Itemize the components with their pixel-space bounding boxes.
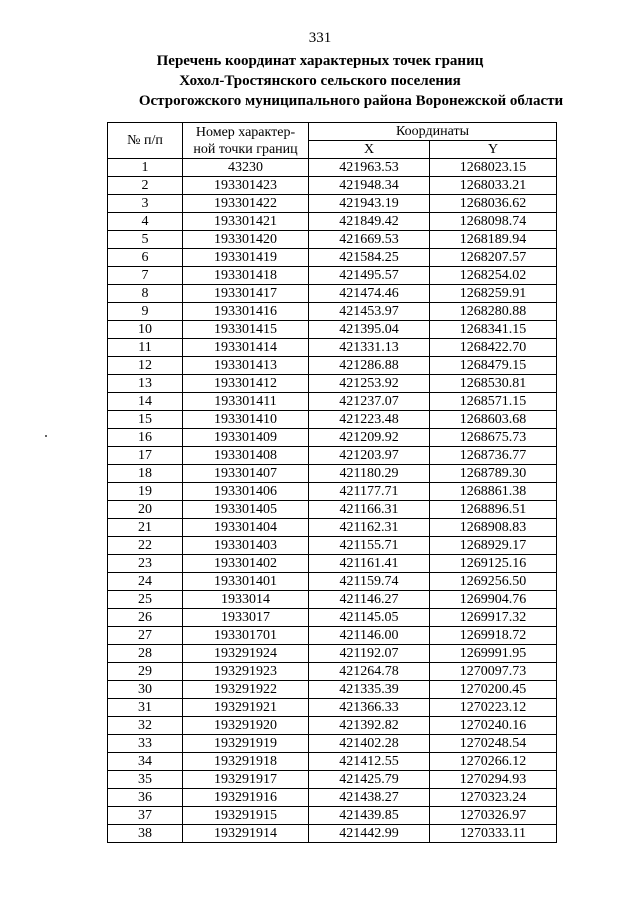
cell-point-id: 193301406 bbox=[183, 483, 309, 501]
cell-y: 1269256.50 bbox=[430, 573, 557, 591]
cell-y: 1268189.94 bbox=[430, 231, 557, 249]
cell-num: 13 bbox=[108, 375, 183, 393]
table-row bbox=[108, 591, 557, 609]
table-body bbox=[108, 159, 557, 843]
cell-x: 421159.74 bbox=[309, 573, 430, 591]
header-num: № п/п bbox=[108, 123, 183, 159]
cell-num: 14 bbox=[108, 393, 183, 411]
cell-y: 1268675.73 bbox=[430, 429, 557, 447]
cell-num: 6 bbox=[108, 249, 183, 267]
cell-x: 421253.92 bbox=[309, 375, 430, 393]
table-row bbox=[108, 447, 557, 465]
cell-point-id: 193291914 bbox=[183, 825, 309, 843]
cell-x: 421146.27 bbox=[309, 591, 430, 609]
cell-x: 421155.71 bbox=[309, 537, 430, 555]
cell-num: 27 bbox=[108, 627, 183, 645]
header-point bbox=[183, 123, 309, 159]
cell-point-id: 193301417 bbox=[183, 285, 309, 303]
table-row bbox=[108, 465, 557, 483]
cell-num: 30 bbox=[108, 681, 183, 699]
cell-y: 1270294.93 bbox=[430, 771, 557, 789]
cell-point-id: 193291919 bbox=[183, 735, 309, 753]
header-point-line-1: Номер характер- bbox=[195, 124, 296, 140]
cell-x: 421439.85 bbox=[309, 807, 430, 825]
cell-num: 21 bbox=[108, 519, 183, 537]
cell-y: 1268571.15 bbox=[430, 393, 557, 411]
cell-point-id: 193301423 bbox=[183, 177, 309, 195]
cell-y: 1270223.12 bbox=[430, 699, 557, 717]
cell-num: 9 bbox=[108, 303, 183, 321]
cell-y: 1268479.15 bbox=[430, 357, 557, 375]
cell-y: 1268908.83 bbox=[430, 519, 557, 537]
cell-point-id: 193301418 bbox=[183, 267, 309, 285]
cell-num: 35 bbox=[108, 771, 183, 789]
cell-point-id: 193301402 bbox=[183, 555, 309, 573]
cell-x: 421943.19 bbox=[309, 195, 430, 213]
cell-point-id: 193301421 bbox=[183, 213, 309, 231]
cell-y: 1268341.15 bbox=[430, 321, 557, 339]
cell-x: 421264.78 bbox=[309, 663, 430, 681]
cell-x: 421948.34 bbox=[309, 177, 430, 195]
cell-point-id: 193301403 bbox=[183, 537, 309, 555]
cell-y: 1268033.21 bbox=[430, 177, 557, 195]
table-row bbox=[108, 195, 557, 213]
cell-x: 421162.31 bbox=[309, 519, 430, 537]
table-row bbox=[108, 483, 557, 501]
table-row bbox=[108, 177, 557, 195]
cell-x: 421237.07 bbox=[309, 393, 430, 411]
cell-y: 1270248.54 bbox=[430, 735, 557, 753]
cell-y: 1268603.68 bbox=[430, 411, 557, 429]
table-row bbox=[108, 267, 557, 285]
cell-num: 3 bbox=[108, 195, 183, 213]
cell-point-id: 193291921 bbox=[183, 699, 309, 717]
cell-y: 1268736.77 bbox=[430, 447, 557, 465]
cell-num: 28 bbox=[108, 645, 183, 663]
cell-point-id: 193301408 bbox=[183, 447, 309, 465]
table-row bbox=[108, 699, 557, 717]
cell-x: 421209.92 bbox=[309, 429, 430, 447]
cell-num: 37 bbox=[108, 807, 183, 825]
table-row bbox=[108, 645, 557, 663]
cell-num: 16 bbox=[108, 429, 183, 447]
cell-x: 421402.28 bbox=[309, 735, 430, 753]
cell-x: 421161.41 bbox=[309, 555, 430, 573]
cell-point-id: 193291917 bbox=[183, 771, 309, 789]
cell-point-id: 193301404 bbox=[183, 519, 309, 537]
cell-num: 12 bbox=[108, 357, 183, 375]
cell-point-id: 193301412 bbox=[183, 375, 309, 393]
cell-x: 421166.31 bbox=[309, 501, 430, 519]
cell-x: 421223.48 bbox=[309, 411, 430, 429]
cell-y: 1268789.30 bbox=[430, 465, 557, 483]
cell-x: 421145.05 bbox=[309, 609, 430, 627]
table-row bbox=[108, 429, 557, 447]
cell-num: 10 bbox=[108, 321, 183, 339]
cell-point-id: 1933017 bbox=[183, 609, 309, 627]
cell-y: 1269918.72 bbox=[430, 627, 557, 645]
table-row bbox=[108, 573, 557, 591]
title-line-2: Хохол-Тростянского сельского поселения bbox=[179, 73, 461, 89]
cell-point-id: 193291922 bbox=[183, 681, 309, 699]
cell-x: 421669.53 bbox=[309, 231, 430, 249]
cell-y: 1270240.16 bbox=[430, 717, 557, 735]
cell-num: 8 bbox=[108, 285, 183, 303]
cell-point-id: 193301422 bbox=[183, 195, 309, 213]
scan-speck bbox=[45, 435, 47, 437]
cell-num: 19 bbox=[108, 483, 183, 501]
cell-x: 421286.88 bbox=[309, 357, 430, 375]
cell-point-id: 193291918 bbox=[183, 753, 309, 771]
cell-x: 421177.71 bbox=[309, 483, 430, 501]
table-row bbox=[108, 519, 557, 537]
cell-point-id: 193291916 bbox=[183, 789, 309, 807]
cell-num: 5 bbox=[108, 231, 183, 249]
table-row bbox=[108, 609, 557, 627]
table-row bbox=[108, 321, 557, 339]
table-row bbox=[108, 807, 557, 825]
cell-x: 421495.57 bbox=[309, 267, 430, 285]
cell-y: 1270266.12 bbox=[430, 753, 557, 771]
cell-y: 1269917.32 bbox=[430, 609, 557, 627]
cell-point-id: 193291915 bbox=[183, 807, 309, 825]
table-row bbox=[108, 213, 557, 231]
cell-y: 1268896.51 bbox=[430, 501, 557, 519]
cell-point-id: 193291920 bbox=[183, 717, 309, 735]
table-row bbox=[108, 825, 557, 843]
cell-point-id: 193301407 bbox=[183, 465, 309, 483]
cell-y: 1269904.76 bbox=[430, 591, 557, 609]
cell-x: 421335.39 bbox=[309, 681, 430, 699]
cell-x: 421474.46 bbox=[309, 285, 430, 303]
cell-y: 1268023.15 bbox=[430, 159, 557, 177]
cell-y: 1268207.57 bbox=[430, 249, 557, 267]
header-coords: Координаты bbox=[309, 123, 557, 141]
table-row bbox=[108, 339, 557, 357]
table-row bbox=[108, 303, 557, 321]
cell-point-id: 193301401 bbox=[183, 573, 309, 591]
cell-num: 33 bbox=[108, 735, 183, 753]
cell-num: 4 bbox=[108, 213, 183, 231]
table-row bbox=[108, 159, 557, 177]
cell-num: 15 bbox=[108, 411, 183, 429]
cell-x: 421366.33 bbox=[309, 699, 430, 717]
cell-x: 421453.97 bbox=[309, 303, 430, 321]
table-row bbox=[108, 411, 557, 429]
table-row bbox=[108, 681, 557, 699]
cell-y: 1270097.73 bbox=[430, 663, 557, 681]
cell-x: 421395.04 bbox=[309, 321, 430, 339]
cell-x: 421203.97 bbox=[309, 447, 430, 465]
cell-y: 1270200.45 bbox=[430, 681, 557, 699]
table-row bbox=[108, 501, 557, 519]
cell-num: 22 bbox=[108, 537, 183, 555]
table-row bbox=[108, 789, 557, 807]
cell-y: 1268530.81 bbox=[430, 375, 557, 393]
cell-point-id: 193301410 bbox=[183, 411, 309, 429]
cell-point-id: 193301420 bbox=[183, 231, 309, 249]
cell-y: 1268280.88 bbox=[430, 303, 557, 321]
cell-num: 11 bbox=[108, 339, 183, 357]
cell-y: 1268861.38 bbox=[430, 483, 557, 501]
cell-x: 421412.55 bbox=[309, 753, 430, 771]
cell-point-id: 193301414 bbox=[183, 339, 309, 357]
table-row bbox=[108, 537, 557, 555]
cell-num: 29 bbox=[108, 663, 183, 681]
cell-point-id: 193301409 bbox=[183, 429, 309, 447]
cell-point-id: 193301405 bbox=[183, 501, 309, 519]
cell-x: 421849.42 bbox=[309, 213, 430, 231]
cell-point-id: 43230 bbox=[183, 159, 309, 177]
cell-num: 38 bbox=[108, 825, 183, 843]
cell-y: 1270326.97 bbox=[430, 807, 557, 825]
header-y: Y bbox=[430, 141, 557, 159]
table-row bbox=[108, 357, 557, 375]
cell-y: 1269991.95 bbox=[430, 645, 557, 663]
cell-num: 2 bbox=[108, 177, 183, 195]
cell-num: 26 bbox=[108, 609, 183, 627]
table-row bbox=[108, 285, 557, 303]
cell-point-id: 193301413 bbox=[183, 357, 309, 375]
cell-x: 421584.25 bbox=[309, 249, 430, 267]
cell-x: 421146.00 bbox=[309, 627, 430, 645]
header-x: X bbox=[309, 141, 430, 159]
table-row bbox=[108, 663, 557, 681]
cell-x: 421192.07 bbox=[309, 645, 430, 663]
cell-y: 1270323.24 bbox=[430, 789, 557, 807]
cell-num: 7 bbox=[108, 267, 183, 285]
cell-x: 421438.27 bbox=[309, 789, 430, 807]
cell-point-id: 193301419 bbox=[183, 249, 309, 267]
table-row bbox=[108, 555, 557, 573]
cell-num: 31 bbox=[108, 699, 183, 717]
cell-x: 421963.53 bbox=[309, 159, 430, 177]
cell-point-id: 193301701 bbox=[183, 627, 309, 645]
cell-y: 1268259.91 bbox=[430, 285, 557, 303]
cell-num: 23 bbox=[108, 555, 183, 573]
cell-y: 1270333.11 bbox=[430, 825, 557, 843]
coordinates-table bbox=[107, 122, 557, 843]
cell-y: 1268422.70 bbox=[430, 339, 557, 357]
cell-point-id: 193291923 bbox=[183, 663, 309, 681]
cell-point-id: 193301415 bbox=[183, 321, 309, 339]
cell-y: 1269125.16 bbox=[430, 555, 557, 573]
title-line-1: Перечень координат характерных точек границ bbox=[156, 53, 484, 69]
cell-num: 24 bbox=[108, 573, 183, 591]
cell-point-id: 193291924 bbox=[183, 645, 309, 663]
table-row bbox=[108, 231, 557, 249]
cell-x: 421180.29 bbox=[309, 465, 430, 483]
cell-num: 1 bbox=[108, 159, 183, 177]
cell-point-id: 193301416 bbox=[183, 303, 309, 321]
table-row bbox=[108, 627, 557, 645]
cell-x: 421425.79 bbox=[309, 771, 430, 789]
cell-num: 32 bbox=[108, 717, 183, 735]
table-row bbox=[108, 375, 557, 393]
cell-num: 34 bbox=[108, 753, 183, 771]
page-number: 331 bbox=[308, 30, 332, 46]
cell-num: 25 bbox=[108, 591, 183, 609]
cell-point-id: 193301411 bbox=[183, 393, 309, 411]
cell-y: 1268036.62 bbox=[430, 195, 557, 213]
cell-num: 18 bbox=[108, 465, 183, 483]
cell-x: 421442.99 bbox=[309, 825, 430, 843]
document-title bbox=[0, 51, 640, 111]
header-point-line-2: ной точки границ bbox=[193, 141, 298, 157]
cell-x: 421392.82 bbox=[309, 717, 430, 735]
cell-num: 36 bbox=[108, 789, 183, 807]
cell-y: 1268254.02 bbox=[430, 267, 557, 285]
table-row bbox=[108, 249, 557, 267]
table-row bbox=[108, 717, 557, 735]
title-line-3: Острогожского муниципального района Воронежской области bbox=[138, 93, 564, 109]
cell-x: 421331.13 bbox=[309, 339, 430, 357]
table-row bbox=[108, 753, 557, 771]
table-row bbox=[108, 771, 557, 789]
cell-point-id: 1933014 bbox=[183, 591, 309, 609]
table-row bbox=[108, 735, 557, 753]
cell-num: 17 bbox=[108, 447, 183, 465]
cell-y: 1268098.74 bbox=[430, 213, 557, 231]
cell-num: 20 bbox=[108, 501, 183, 519]
table-row bbox=[108, 393, 557, 411]
cell-y: 1268929.17 bbox=[430, 537, 557, 555]
